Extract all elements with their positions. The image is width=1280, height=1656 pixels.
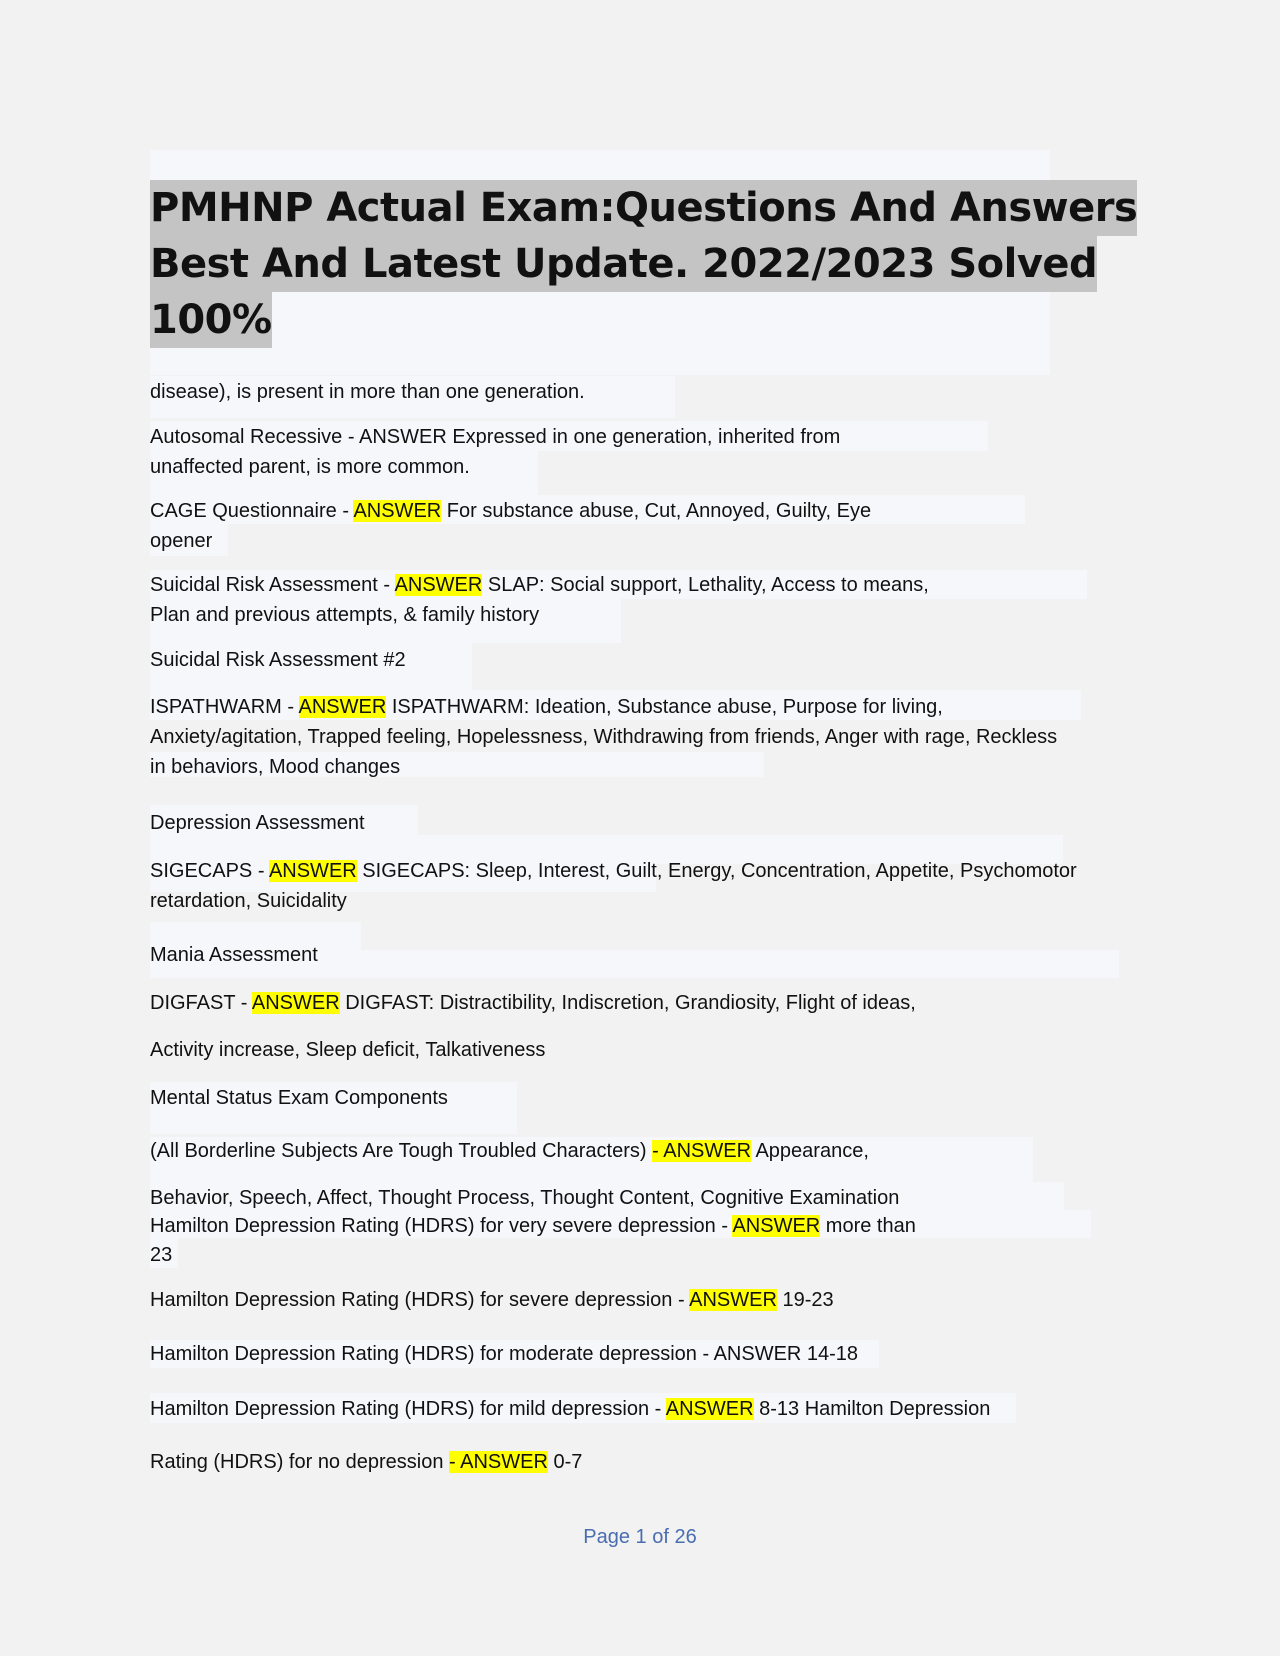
text-line: disease), is present in more than one generation. xyxy=(150,381,585,403)
text-line xyxy=(150,1211,916,1241)
line-text: SIGECAPS: Sleep, Interest, Guilt, Energy, Concentration, Appetite, Psychomotor xyxy=(356,860,1077,882)
line-text: (All Borderline Subjects Are Tough Troubled Characters) xyxy=(150,1140,653,1162)
line-text: CAGE Questionnaire - xyxy=(150,500,354,522)
text-line: Suicidal Risk Assessment #2 xyxy=(150,649,406,671)
text-line: Anxiety/agitation, Trapped feeling, Hopelessness, Withdrawing from friends, Anger with rage, Reckless xyxy=(150,726,1058,748)
text-line xyxy=(150,856,1077,886)
answer-highlight: ANSWER xyxy=(268,860,357,882)
line-text: Suicidal Risk Assessment - xyxy=(150,574,395,596)
line-text: DIGFAST - xyxy=(150,992,252,1014)
text-line: Plan and previous attempts, & family history xyxy=(150,604,540,626)
text-line: Autosomal Recessive - ANSWER Expressed in one generation, inherited from xyxy=(150,426,841,448)
line-text: DIGFAST: Distractibility, Indiscretion, Grandiosity, Flight of ideas, xyxy=(339,992,916,1014)
text-line: Behavior, Speech, Affect, Thought Process, Thought Content, Cognitive Examination xyxy=(150,1187,900,1209)
text-line xyxy=(150,692,943,722)
document-title-line-2: Best And Latest Update. 2022/2023 Solved xyxy=(150,236,1097,292)
text-line: unaffected parent, is more common. xyxy=(150,456,470,478)
text-line: in behaviors, Mood changes xyxy=(150,756,401,778)
line-text: SIGECAPS - xyxy=(150,860,269,882)
line-text: Rating (HDRS) for no depression xyxy=(150,1451,450,1473)
line-text: 19-23 xyxy=(776,1289,834,1311)
answer-highlight: ANSWER xyxy=(732,1215,821,1237)
text-line: retardation, Suicidality xyxy=(150,890,347,912)
line-text: Appearance, xyxy=(751,1140,869,1162)
text-line: 23 xyxy=(150,1244,173,1266)
text-line: Mania Assessment xyxy=(150,944,318,966)
line-text: more than xyxy=(820,1215,916,1237)
answer-highlight: ANSWER xyxy=(394,574,483,596)
answer-highlight: ANSWER xyxy=(665,1398,754,1420)
text-line: Hamilton Depression Rating (HDRS) for moderate depression - ANSWER 14-18 xyxy=(150,1343,859,1365)
document-title-line-3: 100% xyxy=(150,292,272,348)
page-number: Page 1 of 26 xyxy=(583,1526,697,1548)
text-line: Activity increase, Sleep deficit, Talkativeness xyxy=(150,1039,546,1061)
answer-highlight: ANSWER xyxy=(298,696,387,718)
answer-highlight: ANSWER xyxy=(353,500,442,522)
text-line xyxy=(150,988,916,1018)
line-text: For substance abuse, Cut, Annoyed, Guilty, Eye xyxy=(441,500,872,522)
line-text: Hamilton Depression Rating (HDRS) for very severe depression - xyxy=(150,1215,733,1237)
line-text: SLAP: Social support, Lethality, Access to means, xyxy=(482,574,929,596)
text-line: Depression Assessment xyxy=(150,812,365,834)
answer-highlight: - ANSWER xyxy=(449,1451,548,1473)
document-title-line-1: PMHNP Actual Exam:Questions And Answers xyxy=(150,180,1137,236)
line-text: 0-7 xyxy=(547,1451,583,1473)
text-line xyxy=(150,1394,990,1424)
text-line xyxy=(150,1285,834,1315)
text-line xyxy=(150,496,871,526)
answer-highlight: ANSWER xyxy=(251,992,340,1014)
line-text: ISPATHWARM - xyxy=(150,696,299,718)
text-line: opener xyxy=(150,530,213,552)
line-text: 8-13 Hamilton Depression xyxy=(753,1398,991,1420)
line-text: Hamilton Depression Rating (HDRS) for mild depression - xyxy=(150,1398,666,1420)
answer-highlight: ANSWER xyxy=(689,1289,777,1311)
line-text: ISPATHWARM: Ideation, Substance abuse, Purpose for living, xyxy=(386,696,943,718)
text-line: Mental Status Exam Components xyxy=(150,1087,448,1109)
text-line xyxy=(150,1447,582,1477)
answer-highlight: - ANSWER xyxy=(652,1140,752,1162)
line-text: Hamilton Depression Rating (HDRS) for severe depression - xyxy=(150,1289,690,1311)
text-line xyxy=(150,1136,869,1166)
text-line xyxy=(150,570,929,600)
